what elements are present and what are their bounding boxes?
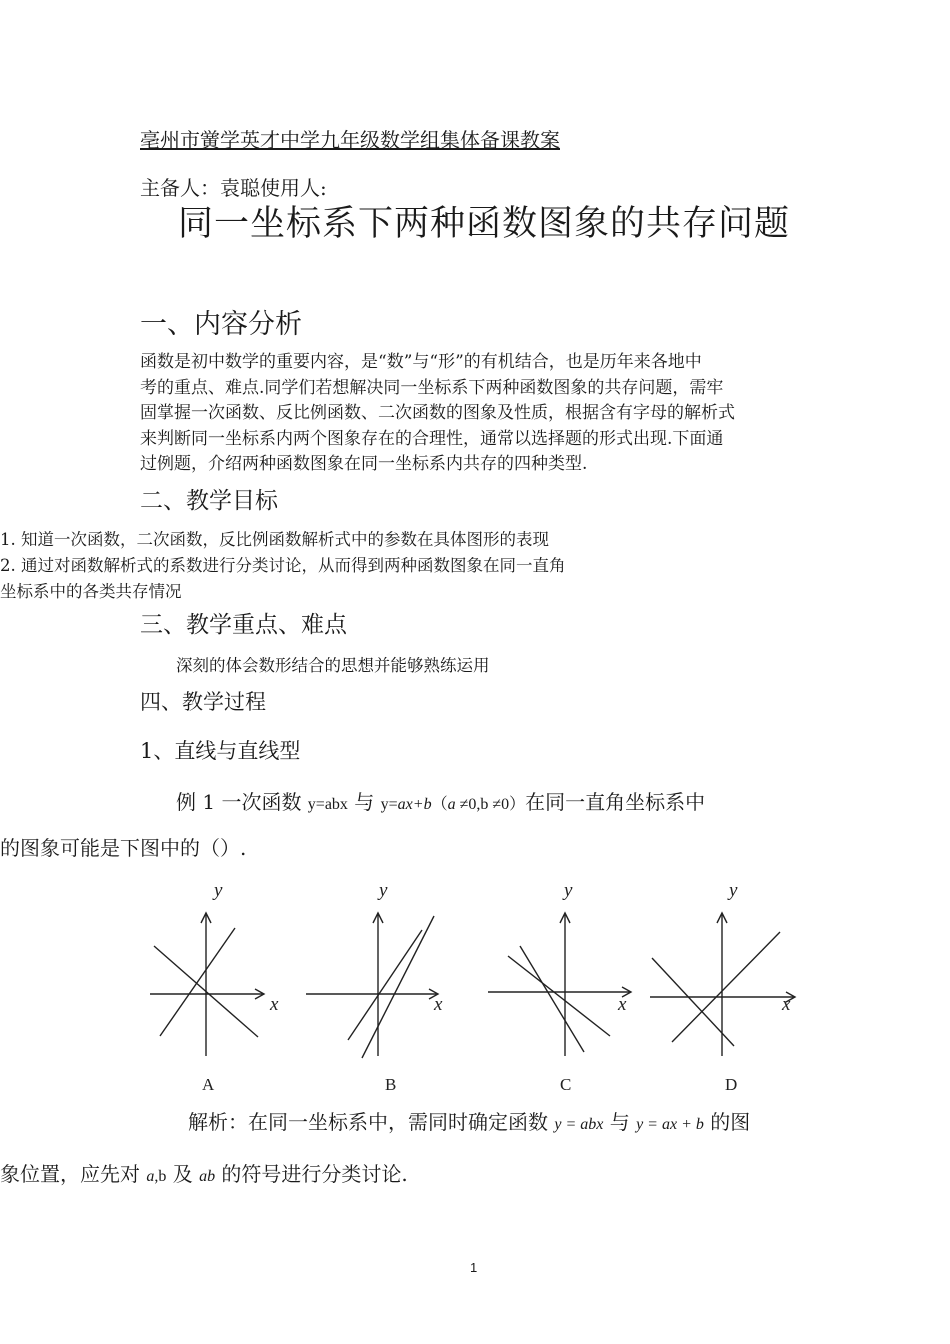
author-line: 主备人：袁聪使用人: xyxy=(140,176,327,200)
graph-c xyxy=(488,913,631,1056)
formula-ax-b: ax+b xyxy=(397,796,432,813)
paragraph-line: 函数是初中数学的重要内容，是“数”与“形”的有机结合，也是历年来各地中 xyxy=(140,352,702,372)
analysis-line2-mid: 及 xyxy=(166,1162,200,1186)
paragraph-line: 固掌握一次函数、反比例函数、二次函数的图象及性质，根据含有字母的解析式 xyxy=(140,403,735,423)
graph-b xyxy=(306,913,438,1058)
graph-label-c: C xyxy=(560,1075,572,1094)
formula-y-abx: y = abx xyxy=(554,1116,604,1133)
paragraph-line: 来判断同一坐标系内两个图象存在的合理性，通常以选择题的形式出现.下面通 xyxy=(140,428,724,449)
graph-label-d: D xyxy=(725,1075,738,1094)
section-heading-teaching-process: 四、教学过程 xyxy=(140,690,266,714)
formula-y-ax-b: y = ax + b xyxy=(636,1116,704,1133)
analysis-suffix: 的图 xyxy=(703,1110,751,1134)
analysis-line2-suffix: 的符号进行分类讨论. xyxy=(215,1162,408,1186)
x-axis-label: x xyxy=(782,994,791,1015)
content-analysis-paragraph xyxy=(140,350,820,478)
y-axis-label: y xyxy=(379,880,388,901)
graph-line xyxy=(520,946,584,1052)
graph-line xyxy=(362,916,434,1058)
graph-line xyxy=(672,932,780,1042)
example-1-line-1 xyxy=(176,786,705,815)
y-axis-label: y xyxy=(729,880,738,901)
graph-a xyxy=(150,913,264,1056)
paragraph-line: 过例题，介绍两种函数图象在同一坐标系内共存的四种类型. xyxy=(140,454,588,474)
analysis-line2-prefix: 象位置，应先对 xyxy=(0,1162,147,1186)
subsection-heading-line-line: 1、直线与直线型 xyxy=(140,739,301,763)
section-heading-key-points: 三、教学重点、难点 xyxy=(140,612,347,638)
condition-a: a xyxy=(447,796,456,813)
graph-d xyxy=(650,913,795,1056)
formula-y-eq: y= xyxy=(380,796,398,813)
x-axis-label: x xyxy=(270,994,279,1015)
condition-rest: ≠0,b ≠0） xyxy=(455,796,526,813)
var-ab: ab xyxy=(199,1168,216,1185)
section-heading-teaching-goals: 二、教学目标 xyxy=(140,488,278,514)
formula-y-abx: y=abx xyxy=(307,796,348,813)
school-header: 亳州市黉学英才中学九年级数学组集体备课教案 xyxy=(140,128,560,152)
condition-open: （ xyxy=(431,796,448,813)
analysis-line-1 xyxy=(188,1106,750,1135)
page-number: 1 xyxy=(470,1260,478,1275)
example-1-graphs xyxy=(140,872,810,1102)
y-axis-label: y xyxy=(214,880,223,901)
example-mid: 与 xyxy=(347,790,381,814)
graph-line xyxy=(508,956,610,1036)
x-axis-label: x xyxy=(618,994,627,1015)
graph-label-b: B xyxy=(385,1075,397,1094)
graph-line xyxy=(348,930,422,1040)
graph-line xyxy=(160,928,235,1036)
goal-item-2-continued: 坐标系中的各类共存情况 xyxy=(0,582,182,601)
y-axis-label: y xyxy=(564,880,573,901)
example-prefix: 例 1 一次函数 xyxy=(176,790,308,814)
goal-item-1: 1. 知道一次函数，二次函数，反比例函数解析式中的参数在具体图形的表现 xyxy=(0,530,549,549)
key-points-text: 深刻的体会数形结合的思想并能够熟练运用 xyxy=(176,656,490,675)
x-axis-label: x xyxy=(434,994,443,1015)
analysis-line-2 xyxy=(0,1158,408,1187)
example-1-line-2: 的图象可能是下图中的（）. xyxy=(0,836,247,860)
page-title: 同一坐标系下两种函数图象的共存问题 xyxy=(178,204,791,244)
analysis-mid: 与 xyxy=(603,1110,637,1134)
graph-label-a: A xyxy=(202,1075,215,1094)
var-b: ,b xyxy=(154,1168,167,1185)
var-a: a xyxy=(146,1168,155,1185)
section-heading-content-analysis: 一、内容分析 xyxy=(140,309,302,340)
example-suffix: 在同一直角坐标系中 xyxy=(525,790,706,814)
goal-item-2: 2. 通过对函数解析式的系数进行分类讨论，从而得到两种函数图象在同一直角 xyxy=(0,556,566,575)
paragraph-line: 考的重点、难点.同学们若想解决同一坐标系下两种函数图象的共存问题，需牢 xyxy=(140,377,724,398)
analysis-prefix: 解析：在同一坐标系中，需同时确定函数 xyxy=(188,1110,555,1134)
